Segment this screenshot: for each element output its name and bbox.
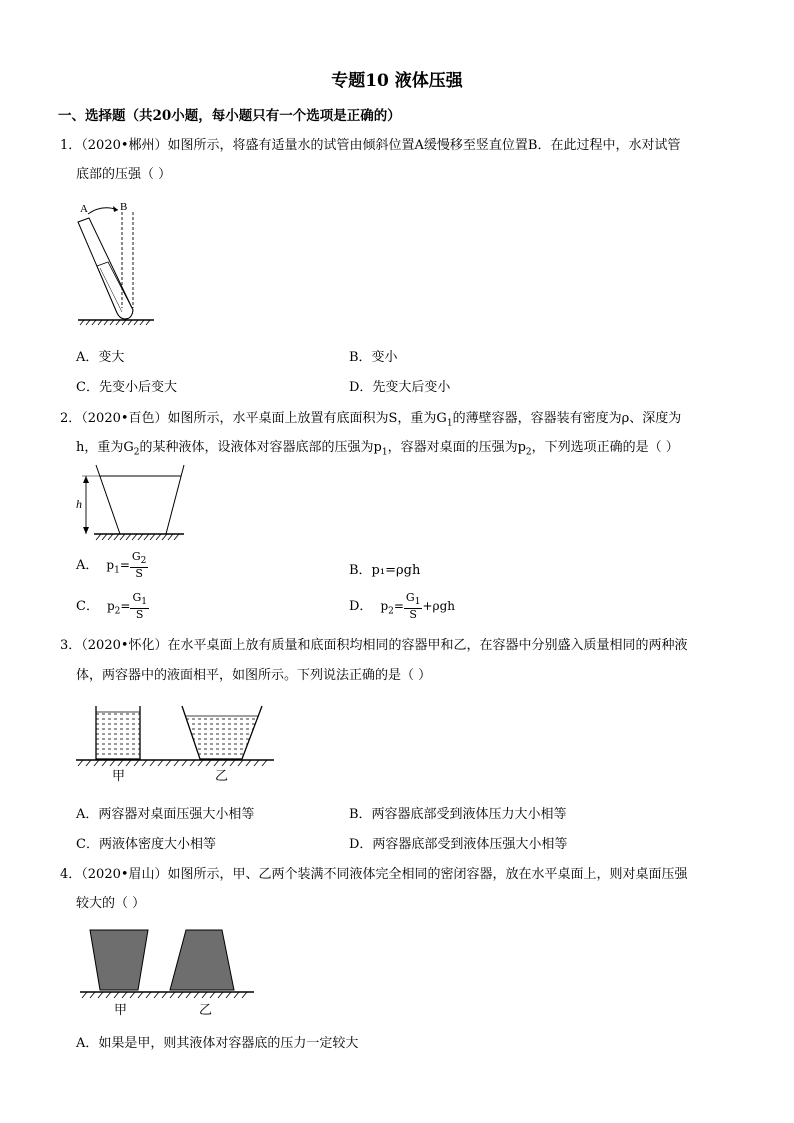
q3-option-c[interactable]: C．两液体密度大小相等 xyxy=(76,837,216,852)
q3-figure xyxy=(72,702,278,786)
q1-stem-line1: 1．（2020•郴州）如图所示，将盛有适量水的试管由倾斜位置A缓慢移至竖直位置B．在此过程中，水对试管 xyxy=(60,138,681,153)
page-title: 专题10 液体压强 xyxy=(331,71,463,91)
q2-option-b[interactable]: B．p₁=ρgh xyxy=(349,563,421,578)
q1-label-a: A xyxy=(80,203,88,215)
q2-stem-line1: 2．（2020•百色）如图所示，水平桌面上放置有底面积为S，重为$G_1$的薄壁容器，容器装有密度为ρ、深度为 xyxy=(60,411,682,429)
section-heading: 一、选择题（共20小题，每小题只有一个选项是正确的） xyxy=(58,108,401,124)
q2-option-a[interactable]: A． $p_1=$ $\frac{G_2}{S}$ xyxy=(76,550,147,581)
q1-option-d[interactable]: D．先变大后变小 xyxy=(349,380,451,395)
q2-option-c[interactable]: C． $p_2=$ $\frac{G_1}{S}$ xyxy=(76,591,147,622)
q1-option-b[interactable]: B．变小 xyxy=(349,350,398,365)
q3-label-jia: 甲 xyxy=(112,768,126,783)
q2-option-d[interactable]: D． $p_2=$ $\frac{G_1}{S}$ +ρgh xyxy=(349,591,455,622)
q4-figure xyxy=(78,926,258,1020)
q1-label-b: B xyxy=(120,201,128,213)
q4-stem-line1: 4．（2020•眉山）如图所示，甲、乙两个装满不同液体完全相同的密闭容器，放在水平桌面上，则对桌面压强 xyxy=(60,867,688,882)
q3-option-b[interactable]: B．两容器底部受到液体压力大小相等 xyxy=(349,807,567,822)
q2-stem-line2: h，重为$G_2$的某种液体，设液体对容器底部的压强为$p_1$，容器对桌面的压强为$p_2$，下列选项正确的是（ ） xyxy=(76,440,679,458)
q1-option-c[interactable]: C．先变小后变大 xyxy=(76,380,177,395)
q1-option-a[interactable]: A．变大 xyxy=(76,350,125,365)
q3-label-yi: 乙 xyxy=(215,768,229,783)
q3-stem-line1: 3．（2020•怀化）在水平桌面上放有质量和底面积均相同的容器甲和乙，在容器中分别盛入质量相同的两种液 xyxy=(60,638,688,653)
q3-stem-line2: 体，两容器中的液面相平，如图所示。下列说法正确的是（ ） xyxy=(76,668,432,683)
q2-figure xyxy=(74,462,188,550)
q4-stem-line2: 较大的（ ） xyxy=(76,896,146,911)
q4-label-jia: 甲 xyxy=(114,1002,128,1017)
q1-figure xyxy=(70,198,160,328)
q2-label-h: h xyxy=(76,497,82,511)
q3-option-a[interactable]: A．两容器对桌面压强大小相等 xyxy=(76,807,255,822)
q4-label-yi: 乙 xyxy=(199,1002,213,1017)
q3-option-d[interactable]: D．两容器底部受到液体压强大小相等 xyxy=(349,837,568,852)
q4-option-a[interactable]: A．如果是甲，则其液体对容器底的压力一定较大 xyxy=(76,1036,359,1051)
q1-stem-line2: 底部的压强（ ） xyxy=(76,167,172,182)
